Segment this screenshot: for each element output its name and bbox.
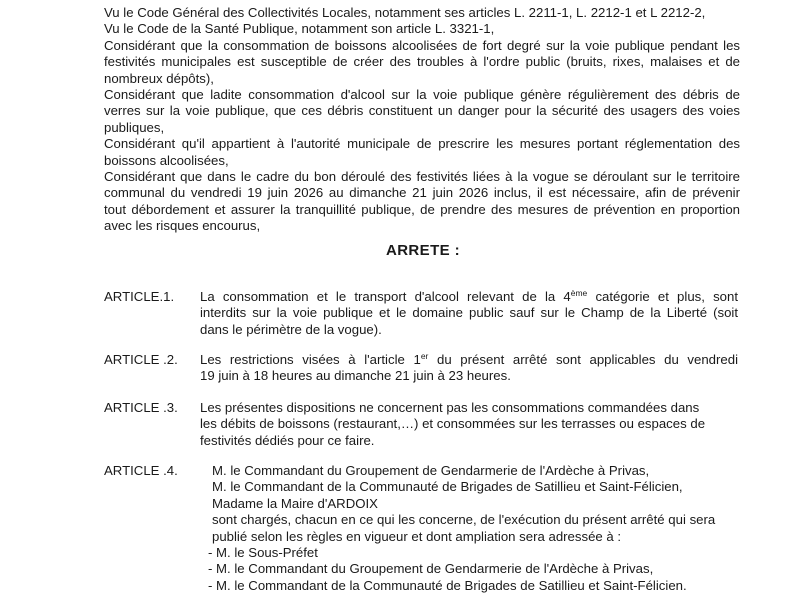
article-number: ARTICLE.1. — [104, 289, 175, 304]
article-line: les débits de boissons (restaurant,…) et consommées sur les terrasses ou espaces de — [200, 416, 706, 432]
article-line: Les présentes dispositions ne concernent pas les consommations commandées dans — [200, 400, 700, 415]
article-text: Les restrictions visées à l'article 1 — [200, 352, 421, 367]
preamble-line: Vu le Code de la Santé Publique, notamment son article L. 3321-1, — [104, 21, 495, 37]
preamble-line: boissons alcoolisées, — [104, 152, 229, 168]
article-number: ARTICLE .4. — [104, 463, 178, 478]
article-body — [208, 463, 738, 594]
article-line: sont chargés, chacun en ce qui les concerne, de l'exécution du présent arrêté qui sera — [212, 512, 716, 528]
article-line: dans le périmètre de la vogue). — [200, 321, 382, 337]
preamble-line: publiques, — [104, 119, 165, 135]
decree-heading — [0, 243, 800, 259]
article-number: ARTICLE .3. — [104, 400, 178, 415]
article-line: M. le Commandant du Groupement de Gendarmerie de l'Ardèche à Privas, — [212, 463, 650, 478]
article-body — [200, 352, 738, 385]
superscript: er — [420, 351, 429, 361]
article-body — [200, 289, 738, 338]
preamble-line: avec les risques encourus, — [104, 218, 261, 234]
article-line: 19 juin à 18 heures au dimanche 21 juin à 23 heures. — [200, 368, 511, 384]
superscript: ème — [570, 288, 588, 298]
preamble-line: festivités municipales est susceptible de créer des troubles à l'ordre public (bruits, rixes, malaises et de — [104, 54, 740, 70]
preamble-line: Considérant qu'il appartient à l'autorité municipale de prescrire les mesures portant réglementation des — [104, 136, 740, 152]
article-line: - M. le Sous-Préfet — [208, 545, 318, 561]
article-line: - M. le Commandant du Groupement de Gendarmerie de l'Ardèche à Privas, — [208, 561, 654, 577]
article-text: catégorie et plus, sont — [587, 289, 739, 304]
preamble-line: verres sur la voie publique, que ces débris constituent un danger pour la sécurité des usagers des voies — [104, 103, 740, 119]
preamble-line: Considérant que ladite consommation d'alcool sur la voie publique génère régulièrement des débris de — [104, 87, 740, 103]
preamble-line: tout débordement et assurer la tranquillité publique, de prendre des mesures de prévention en proportion — [104, 201, 740, 217]
article-line: interdits sur la voie publique et le domaine public sauf sur le Champ de la Liberté (soit — [200, 305, 738, 321]
preamble-line: communal du vendredi 19 juin 2026 au dimanche 21 juin 2026 inclus, il est nécessaire, afin de prévenir — [104, 185, 740, 201]
article-number: ARTICLE .2. — [104, 352, 178, 367]
article-line: publié selon les règles en vigueur et dont ampliation sera adressée à : — [212, 528, 622, 544]
article-body — [200, 400, 738, 449]
preamble-line: Considérant que dans le cadre du bon déroulé des festivités liées à la vogue se déroulant sur le territoire — [104, 169, 740, 185]
article-line: festivités dédiés pour ce faire. — [200, 432, 375, 448]
preamble-line: nombreux dépôts), — [104, 70, 214, 86]
article-line — [200, 289, 738, 305]
article-text: du présent arrêté sont applicables du vendredi — [428, 352, 738, 367]
article-text: La consommation et le transport d'alcool relevant de la 4 — [200, 289, 571, 304]
decree-heading-text: ARRETE : — [385, 242, 461, 259]
article-line: M. le Commandant de la Communauté de Brigades de Satillieu et Saint-Félicien, — [212, 479, 683, 495]
article-line: - M. le Commandant de la Communauté de Brigades de Satillieu et Saint-Félicien. — [208, 577, 687, 593]
preamble-line: Vu le Code Général des Collectivités Locales, notamment ses articles L. 2211-1, L. 2212-1 et L 2212-2, — [104, 5, 706, 20]
preamble-line: Considérant que la consommation de boissons alcoolisées de fort degré sur la voie publique pendant les — [104, 37, 740, 53]
article-line: Madame la Maire d'ARDOIX — [212, 495, 378, 511]
article-line — [200, 352, 738, 368]
preamble — [104, 5, 740, 235]
